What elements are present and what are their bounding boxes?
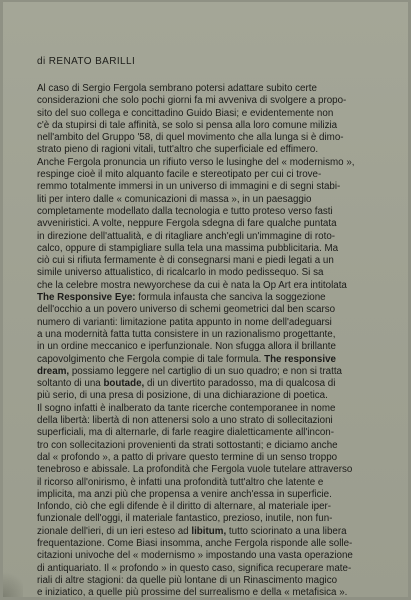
article-line <box>37 329 378 341</box>
article-line <box>37 218 378 230</box>
text-segment: a una modernità fatta tutta consistere in un razionalismo progettante, <box>37 328 336 340</box>
text-segment: Infondo, ciò che egli difende è il diritto di alternare, al materiale iper- <box>37 501 332 513</box>
text-segment: tenebroso e abissale. La profondità che Fergola vuole tutelare attraverso <box>37 464 353 476</box>
text-segment: nell'ambito del Gruppo '58, di quel movimento che alla lunga si è dimo- <box>37 132 344 144</box>
article-line <box>37 513 378 525</box>
article-line <box>37 267 378 279</box>
article-line <box>37 464 378 476</box>
document-page <box>3 2 408 597</box>
text-segment: della libertà: libertà di non attenersi solo a uno strato di sollecitazioni <box>37 415 333 427</box>
text-segment: remmo totalmente immersi in un universo di immagini e di segni stabi- <box>37 181 341 193</box>
article-line <box>37 243 378 255</box>
text-segment: frequentazione. Come Biasi insomma, anche Fergola risponde alle solle- <box>37 537 353 549</box>
text-segment: più serio, di una presa di posizione, di una dichiarazione di poetica. <box>37 390 328 402</box>
article-line <box>37 292 378 304</box>
text-segment: che la celebre mostra newyorchese da cui è nata la Op Art era intitolata <box>37 279 347 291</box>
article-body <box>37 83 378 597</box>
text-segment: liti per intero dalle « comunicazioni di massa », in un paesaggio <box>37 193 312 205</box>
text-segment: tutto sciorinato a una libera <box>226 525 347 537</box>
article-line <box>37 255 378 267</box>
article-line <box>37 280 378 292</box>
text-segment: di un divertito paradosso, ma di qualcosa di <box>144 378 336 390</box>
emphasized-text: libitum, <box>191 525 227 537</box>
article-line <box>37 157 378 169</box>
article-line <box>37 304 378 316</box>
text-segment: c'è da stupirsi di tale affinità, se solo si pensa alla loro comune milizia <box>37 119 338 131</box>
article-line <box>37 550 378 562</box>
article-line <box>37 477 378 489</box>
article-line <box>37 206 378 218</box>
text-segment: Al caso di Sergio Fergola sembrano potersi adattare subito certe <box>37 83 317 94</box>
text-segment: di antiquariato. Il « profondo » in questo caso, significa recuperare mate- <box>37 562 352 574</box>
article-line <box>37 415 378 427</box>
text-segment: Anche Fergola pronuncia un rifiuto verso le lusinghe del « modernismo », <box>37 156 355 168</box>
text-segment: citazioni univoche del « modernismo » impostando una vasta operazione <box>37 550 353 562</box>
article-line <box>37 194 378 206</box>
article-line <box>37 390 378 402</box>
article-line <box>37 120 378 132</box>
text-segment: Il sogno infatti è inalberato da tante ricerche contemporanee in nome <box>37 402 336 414</box>
text-segment: formula infausta che sanciva la soggezione <box>135 292 326 304</box>
text-segment: sito del suo collega e concittadino Guido Biasi; e evidentemente non <box>37 107 334 119</box>
text-segment: soltanto di una <box>37 378 104 390</box>
article-line <box>37 587 378 597</box>
article-line <box>37 366 378 378</box>
text-segment: dell'occhio a un povero universo di schemi geometrici dal ben scarso <box>37 304 336 316</box>
article-line <box>37 169 378 181</box>
article-line <box>37 378 378 390</box>
text-segment: dal « profondo », a patto di privare questo termine di un senso troppo <box>37 451 338 463</box>
article-line <box>37 317 378 329</box>
text-segment: strato pieno di ragioni vitali, tutt'altro che superficiale ed effimero. <box>37 144 319 156</box>
text-segment: avveniristici. A volte, neppure Fergola sdegna di fare qualche puntata <box>37 218 337 230</box>
article-line <box>37 563 378 575</box>
paper-stain <box>3 567 23 597</box>
article-line <box>37 452 378 464</box>
emphasized-text: dream, <box>37 365 70 377</box>
text-segment: capovolgimento che Fergola compie di tale formula. <box>37 353 265 365</box>
text-segment: il ricorso all'onirismo, è infatti una profondità tutt'altro che latente e <box>37 476 324 488</box>
text-segment: respinge cioè il mito alquanto facile e stereotipato per cui ci trove- <box>37 169 322 181</box>
article-line <box>37 538 378 550</box>
text-segment: ciò cui si rifiuta fermamente è di consegnarsi mani e piedi legati a un <box>37 255 334 267</box>
text-segment: in un ordine meccanico e iperfunzionale. Non sfugga allora il brillante <box>37 341 336 353</box>
article-line <box>37 501 378 513</box>
text-segment: zionale dell'ieri, di un ieri esteso ad <box>37 525 192 537</box>
text-segment: riali di altre stagioni: da quelle più lontane di un Rinascimento magico <box>37 574 338 586</box>
article-line <box>37 132 378 144</box>
article-line <box>37 575 378 587</box>
text-segment: completamente modellato dalla tecnologia e tutto proteso verso fasti <box>37 205 333 217</box>
text-segment: e iniziatico, a quelle più prossime del surrealismo e della « metafisica ». <box>37 587 348 597</box>
article-line <box>37 341 378 353</box>
article-line <box>37 489 378 501</box>
article-line <box>37 95 378 107</box>
article-line <box>37 108 378 120</box>
article-line <box>37 440 378 452</box>
text-segment: simile universo attualistico, di ricalcarlo in modo pedissequo. Si sa <box>37 267 324 279</box>
text-segment: possiamo leggere nel cartiglio di un suo quadro; e non si tratta <box>69 365 342 377</box>
text-segment: considerazioni che solo pochi giorni fa mi avveniva di svolgere a propo- <box>37 95 347 107</box>
article-line <box>37 526 378 538</box>
article-line <box>37 144 378 156</box>
emphasized-text: The Responsive Eye: <box>37 292 136 304</box>
article-line <box>37 231 378 243</box>
emphasized-text: The responsive <box>264 353 336 365</box>
text-segment: calco, oppure di stampigliare sulla tela una massima pubblicitaria. Ma <box>37 242 339 254</box>
article-line <box>37 181 378 193</box>
text-segment: funzionale dell'oggi, il materiale fantastico, prezioso, inutile, non fun- <box>37 513 333 525</box>
emphasized-text: boutade, <box>103 378 145 390</box>
article-line <box>37 83 378 95</box>
author-byline: di RENATO BARILLI <box>37 56 136 67</box>
text-segment: numero di varianti: limitazione patita appunto in nome dell'adeguarsi <box>37 316 332 328</box>
article-line <box>37 403 378 415</box>
text-segment: superficiali, ma di alternarle, di farle reagire dialetticamente all'incon- <box>37 427 335 439</box>
text-segment: implicita, ma anzi più che propensa a venire anch'essa in superficie. <box>37 488 332 500</box>
text-segment: tro con sollecitazioni provenienti da strati sottostanti; e diciamo anche <box>37 439 338 451</box>
article-line <box>37 354 378 366</box>
article-line <box>37 427 378 439</box>
text-segment: in direzione dell'attualità, e di ritagliare anch'egli un'immagine di roto- <box>37 230 336 242</box>
